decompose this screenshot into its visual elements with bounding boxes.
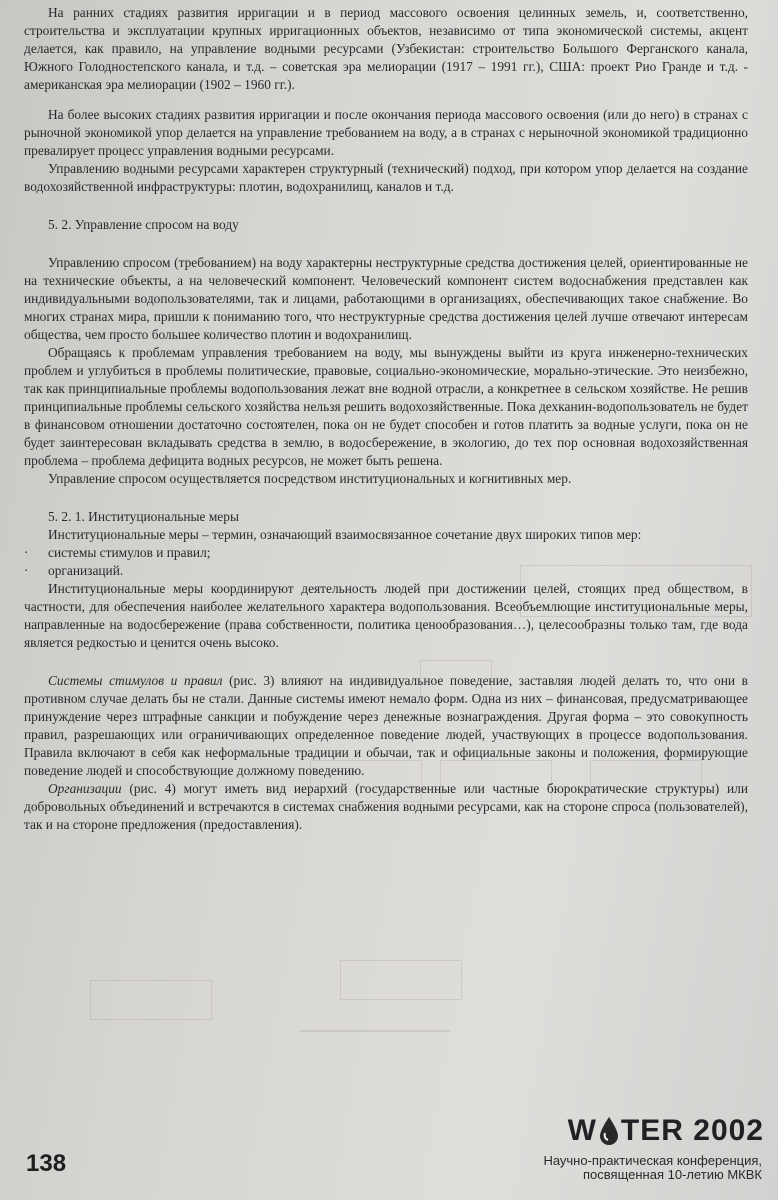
show-through-line [300,1030,450,1032]
paragraph: Управление спросом осуществляется посредством институциональных и когнитивных мер. [48,471,572,486]
conference-line: посвященная 10-летию МКВК [583,1167,762,1182]
list-item-text: организаций. [48,563,124,578]
show-through-box [90,980,212,1020]
paragraph-text: (рис. 3) влияют на индивидуальное поведение, заставляя людей делать то, что они в противном случае делать бы не стали. Данные системы имеют немало форм. Одна из них – финансовая, предусматривающее принуждение через штрафные санкции и побуждение через денежные вознаграждения. Другая форма – это совокупность правил, разрешающих или ограничивающих определенное поведение людей, участвующих в процессе водопользования. Правила включают в себя как неформальные традиции и обычаи, так и официальные законы и положения, формирующие поведение людей и способствующие должному поведению. [24,673,748,778]
paragraph-text: (рис. 4) могут иметь вид иерархий (государственные или частные бюрократические структуры) или добровольных объединений и встречаются в системах снабжения водными ресурсами, как на стороне спроса (пользователей), так и на стороне предложения (предоставления). [24,781,748,832]
paragraph [24,672,748,780]
list-item [24,562,748,580]
bullet-marker: · [24,563,29,578]
water-drop-icon [598,1116,620,1146]
section-heading-5-2: 5. 2. Управление спросом на воду [48,217,239,232]
main-text [24,4,748,834]
page-number: 138 [26,1150,67,1177]
paragraph: Институциональные меры координируют деятельность людей при достижении целей, стоящих пред обществом, в частности, для обеспечения наиболее желательного характера водопользования. Всеобъемлющие институциональные меры, направленные на водосбережение (права собственности, политика ценообразования…), целесообразны только там, где вода является редкостью и ценится очень высоко. [24,581,748,650]
emphasis-term: Системы стимулов и правил [48,673,223,688]
paragraph: Управлению водными ресурсами характерен структурный (технический) подход, при котором упор делается на создание водохозяйственной инфраструктуры: плотин, водохранилищ, каналов и т.д. [24,161,748,194]
show-through-box [340,960,462,1000]
list-item-text: системы стимулов и правил; [48,545,211,560]
conference-line: Научно-практическая конференция, [543,1153,762,1168]
bullet-marker: · [24,545,29,560]
paragraph: Обращаясь к проблемам управления требованием на воду, мы вынуждены выйти из круга инженерно-технических проблем и углубиться в проблемы политические, правовые, социально-экономические, морально-этические. Это неизбежно, так как принципиальные проблемы водопользования лежат вне водной отрасли, а конкретнее в сельском хозяйстве. Не решив принципиальные проблемы сельского хозяйства нельзя решить водохозяйственные. Пока дехканин-водопользователь не будет в финансовом отношении достаточно состоятелен, пока он не будет способен и готов платить за водные услуги, пока он не будет заинтересован вкладывать средства в землю, в водосбережение, в экологию, до тех пор основная водохозяйственная проблема – проблема дефицита водных ресурсов, не может быть решена. [24,345,748,468]
section-heading-5-2-1: 5. 2. 1. Институциональные меры [48,509,239,524]
logo-text-right: TER 2002 [620,1114,764,1147]
water-2002-logo [568,1114,764,1148]
list-item [24,544,748,562]
paragraph: На более высоких стадиях развития ирригации и после окончания периода массового освоения (или до него) в странах с рыночной экономикой упор делается на управление требованием на воду, а в странах с нерыночной экономикой традиционно превалирует процесс управления водными ресурсами. [24,107,748,158]
emphasis-term: Организации [48,781,122,796]
conference-caption [543,1154,762,1182]
paragraph: Институциональные меры – термин, означающий взаимосвязанное сочетание двух широких типов мер: [48,527,642,542]
paragraph [24,780,748,834]
logo-text-left: W [567,1114,597,1147]
paragraph: Управлению спросом (требованием) на воду характерны неструктурные средства достижения целей, ориентированные не на технические объекты, а на человеческий компонент. Человеческий компонент систем водоснабжения представлен как индивидуальными водопользователями, так и лицами, работающими в организациях, обеспечивающих такое снабжение. Во многих странах мира, пришли к пониманию того, что неструктурные средства достижения целей лучше отвечают интересам общества, чем просто большее количество плотин и водохранилищ. [24,255,748,342]
paragraph: На ранних стадиях развития ирригации и в период массового освоения целинных земель, и, соответственно, строительства и эксплуатации крупных ирригационных объектов, независимо от типа экономической системы, акцент делается, как правило, на управление водными ресурсами (Узбекистан: строительство Большого Ферганского канала, Южного Голодностепского канала, и т.д. – советская эра мелиорации (1917 – 1991 гг.), США: проект Рио Гранде и т.д. - американская эра мелиорации (1902 – 1960 гг.). [24,5,748,92]
